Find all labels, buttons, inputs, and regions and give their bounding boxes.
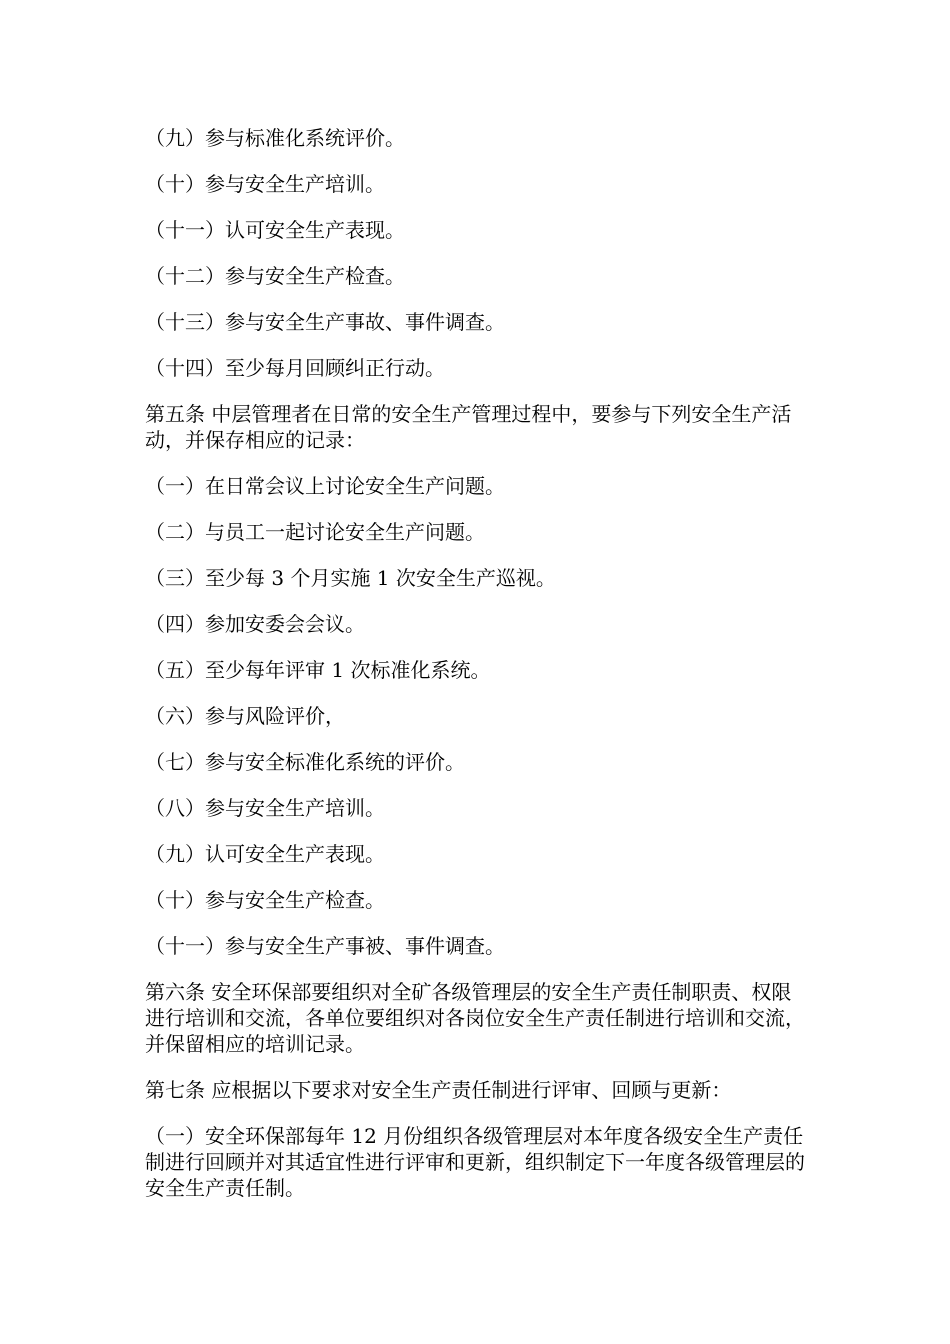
document-body (145, 125, 810, 1221)
list-item: （二）与员工一起讨论安全生产问题。 (145, 520, 485, 544)
list-item: （十四）至少每月回顾纠正行动。 (145, 356, 445, 380)
list-item: （十一）认可安全生产表现。 (145, 218, 405, 242)
list-item: （十二）参与安全生产检查。 (145, 264, 405, 288)
list-item: （十）参与安全生产培训。 (145, 172, 385, 196)
list-item: （四）参加安委会会议。 (145, 612, 365, 636)
article-paragraph: 第六条 安全环保部要组织对全矿各级管理层的安全生产责任制职责、权限进行培训和交流，各单位要组织对各岗位安全生产责任制进行培训和交流，并保留相应的培训记录。 (145, 980, 805, 1056)
article-paragraph: 第五条 中层管理者在日常的安全生产管理过程中，要参与下列安全生产活动，并保存相应的记录： (145, 402, 792, 452)
article-paragraph: 第七条 应根据以下要求对安全生产责任制进行评审、回顾与更新： (145, 1078, 732, 1102)
list-item: （八）参与安全生产培训。 (145, 796, 385, 820)
list-item: （三）至少每 3 个月实施 1 次安全生产巡视。 (145, 566, 556, 590)
list-item: （五）至少每年评审 1 次标准化系统。 (145, 658, 491, 682)
list-item: （十一）参与安全生产事被、事件调查。 (145, 934, 505, 958)
list-item: （九）认可安全生产表现。 (145, 842, 385, 866)
list-item: （一）在日常会议上讨论安全生产问题。 (145, 474, 505, 498)
list-item: （六）参与风险评价， (145, 704, 345, 728)
list-item: （九）参与标准化系统评价。 (145, 126, 405, 150)
list-item: （七）参与安全标准化系统的评价。 (145, 750, 465, 774)
list-item: （十三）参与安全生产事故、事件调查。 (145, 310, 505, 334)
list-item: （十）参与安全生产检查。 (145, 888, 385, 912)
list-item: （一）安全环保部每年 12 月份组织各级管理层对本年度各级安全生产责任制进行回顾并对其适宜性进行评审和更新，组织制定下一年度各级管理层的安全生产责任制。 (145, 1124, 805, 1200)
